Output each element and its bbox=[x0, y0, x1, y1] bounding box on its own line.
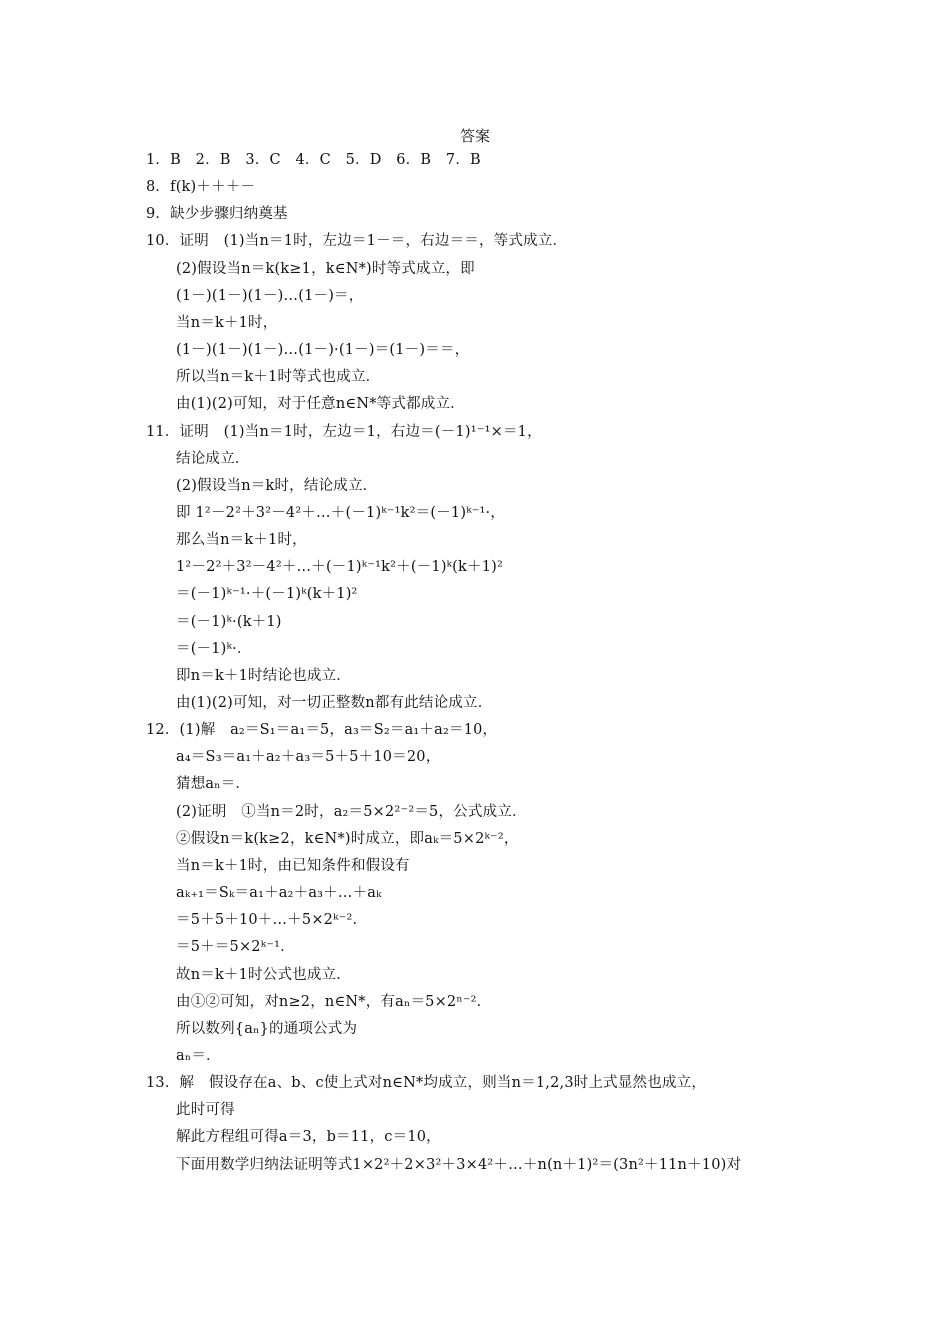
answer-line: 所以当n＝k＋1时等式也成立． bbox=[176, 369, 381, 386]
answer-line: ②假设n＝k(k≥2，k∈N*)时成立，即aₖ＝5×2ᵏ⁻²， bbox=[176, 830, 519, 847]
answer-line: 1．B 2．B 3．C 4．C 5．D 6．B 7．B bbox=[146, 152, 481, 168]
answer-line: 8．f(k)＋＋＋－ bbox=[146, 179, 256, 196]
answer-line: 当n＝k＋1时，由已知条件和假设有 bbox=[176, 857, 410, 874]
answer-line: 即 1²－2²＋3²－4²＋…＋(－1)ᵏ⁻¹k²＝(－1)ᵏ⁻¹·， bbox=[176, 504, 506, 521]
answer-line: a₄＝S₃＝a₁＋a₂＋a₃＝5＋5＋10＝20， bbox=[176, 749, 441, 766]
answer-line: 由①②可知，对n≥2，n∈N*，有aₙ＝5×2ⁿ⁻²． bbox=[176, 993, 492, 1010]
answer-line: 当n＝k＋1时， bbox=[176, 314, 278, 331]
answer-line: 此时可得 bbox=[176, 1102, 235, 1119]
answer-line: 解此方程组可得a＝3，b＝11，c＝10， bbox=[176, 1129, 441, 1146]
answer-line: 故n＝k＋1时公式也成立． bbox=[176, 966, 351, 983]
answer-line: 12．(1)解 a₂＝S₁＝a₁＝5，a₃＝S₂＝a₁＋a₂＝10， bbox=[146, 722, 498, 739]
answer-line: aₙ＝． bbox=[176, 1047, 221, 1064]
answer-line: aₖ₊₁＝Sₖ＝a₁＋a₂＋a₃＋…＋aₖ bbox=[176, 885, 382, 901]
answer-line: ＝(－1)ᵏ⁻¹·＋(－1)ᵏ(k＋1)² bbox=[176, 586, 358, 603]
answer-line: 下面用数学归纳法证明等式1×2²＋2×3²＋3×4²＋…＋n(n＋1)²＝(3n²＋11n＋10)对 bbox=[176, 1156, 742, 1173]
answer-line: 1²－2²＋3²－4²＋…＋(－1)ᵏ⁻¹k²＋(－1)ᵏ(k＋1)² bbox=[176, 559, 504, 576]
answer-line: ＝(－1)ᵏ·(k＋1) bbox=[176, 613, 282, 630]
answer-line: (2)证明 ①当n＝2时，a₂＝5×2²⁻²＝5，公式成立． bbox=[176, 803, 527, 820]
answer-line: 11．证明 (1)当n＝1时，左边＝1，右边＝(－1)¹⁻¹×＝1， bbox=[146, 423, 542, 440]
answer-line: (2)假设当n＝k(k≥1，k∈N*)时等式成立，即 bbox=[176, 260, 475, 277]
answer-line: 结论成立． bbox=[176, 450, 250, 467]
answer-line: 所以数列{aₙ}的通项公式为 bbox=[176, 1020, 358, 1037]
answer-line: (2)假设当n＝k时，结论成立． bbox=[176, 477, 378, 494]
answer-line: 13．解 假设存在a、b、c使上式对n∈N*均成立，则当n＝1,2,3时上式显然也成立， bbox=[146, 1075, 707, 1092]
answer-line: 猜想aₙ＝． bbox=[176, 776, 251, 793]
answer-line: 由(1)(2)可知，对一切正整数n都有此结论成立． bbox=[176, 695, 493, 711]
answer-line: (1－)(1－)(1－)…(1－)·(1－)＝(1－)＝＝， bbox=[176, 342, 470, 358]
answer-line: ＝(－1)ᵏ·． bbox=[176, 640, 252, 657]
answer-line: 那么当n＝k＋1时， bbox=[176, 532, 307, 549]
page-title: 答案 bbox=[459, 127, 490, 145]
answer-line: ＝5＋5＋10＋…＋5×2ᵏ⁻²． bbox=[176, 912, 368, 929]
answer-line: 9．缺少步骤归纳奠基 bbox=[146, 206, 288, 223]
answer-line: 10．证明 (1)当n＝1时，左边＝1－＝，右边＝＝，等式成立． bbox=[146, 233, 568, 250]
answer-line: ＝5＋＝5×2ᵏ⁻¹． bbox=[176, 939, 295, 956]
answer-line: 即n＝k＋1时结论也成立． bbox=[176, 667, 351, 684]
answer-line: (1－)(1－)(1－)…(1－)＝， bbox=[176, 287, 364, 304]
answer-line: 由(1)(2)可知，对于任意n∈N*等式都成立． bbox=[176, 396, 465, 413]
